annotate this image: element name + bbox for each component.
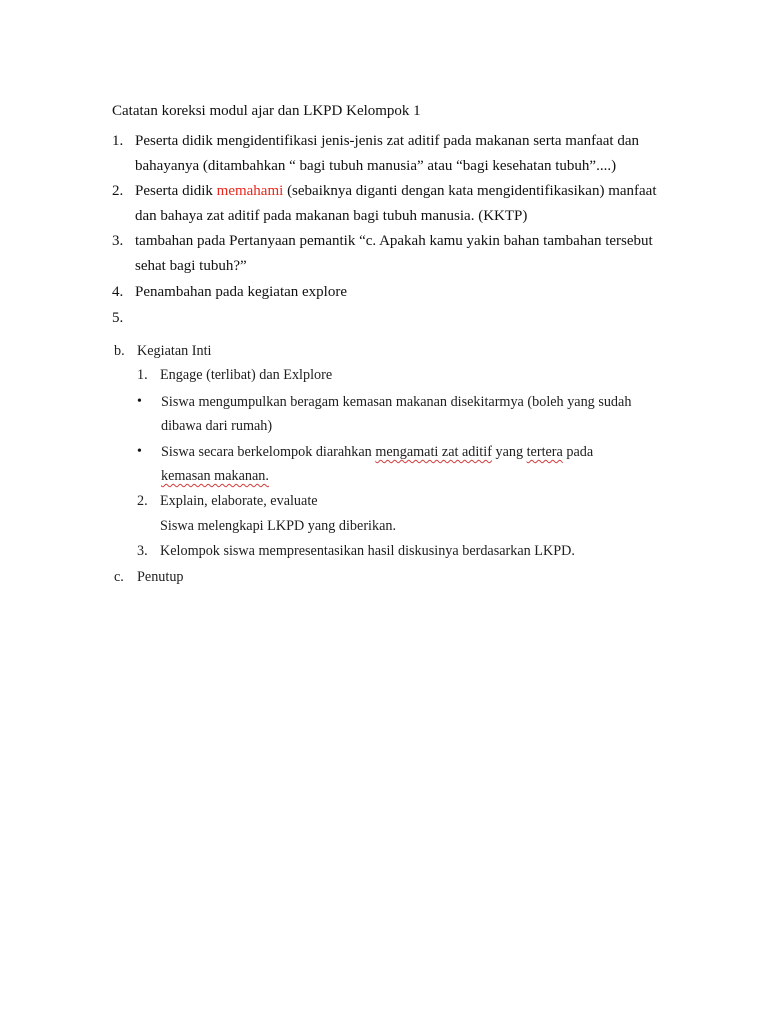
list-item-3-line2: sehat bagi tubuh?” (135, 258, 247, 274)
bullet-2-text-c: pada (562, 444, 594, 460)
spellcheck-underline-3: kemasan makanan. (161, 468, 269, 484)
step-2-subtext: Siswa melengkapi LKPD yang diberikan. (160, 518, 397, 534)
bullet-1-line1: Siswa mengumpulkan beragam kemasan makanan disekitarmya (boleh yang sudah (161, 394, 632, 410)
list-item-2-text-a: Peserta didik (135, 183, 217, 199)
list-item-1-line2: bahayanya (ditambahkan “ bagi tubuh manusia” atau “bagi kesehatan tubuh”....) (135, 158, 617, 174)
section-b-title: Kegiatan Inti (137, 343, 212, 359)
section-c-title: Penutup (137, 569, 184, 585)
bullet-1-line2: dibawa dari rumah) (161, 418, 273, 434)
step-2-number: 2. (137, 493, 148, 509)
spellcheck-underline-1: mengamati zat aditif (375, 444, 492, 460)
highlighted-word: memahami (216, 183, 284, 199)
spellcheck-underline-2: tertera (526, 444, 563, 460)
list-item-2-line1 (135, 183, 657, 200)
bullet-icon: • (137, 394, 142, 409)
section-c-label: c. (114, 569, 124, 585)
section-b-label: b. (114, 343, 125, 359)
list-number-2: 2. (112, 183, 124, 199)
list-number-3: 3. (112, 233, 124, 249)
list-item-2-text-b: (sebaiknya diganti dengan kata mengidentifikasikan) manfaat (283, 183, 657, 199)
list-number-5: 5. (112, 310, 124, 326)
step-1-number: 1. (137, 367, 148, 383)
step-1-text: Engage (terlibat) dan Exlplore (160, 367, 333, 383)
list-item-2-line2: dan bahaya zat aditif pada makanan bagi tubuh manusia. (KKTP) (135, 208, 528, 224)
bullet-2-text-a: Siswa secara berkelompok diarahkan (161, 444, 376, 460)
list-number-1: 1. (112, 133, 124, 149)
list-item-1-line1: Peserta didik mengidentifikasi jenis-jenis zat aditif pada makanan serta manfaat dan (135, 133, 639, 149)
bullet-2-line2 (161, 468, 269, 485)
list-item-4-line1: Penambahan pada kegiatan explore (135, 284, 347, 300)
list-item-3-line1: tambahan pada Pertanyaan pemantik “c. Apakah kamu yakin bahan tambahan tersebut (135, 233, 653, 249)
document-title: Catatan koreksi modul ajar dan LKPD Kelompok 1 (112, 103, 421, 119)
bullet-2-line1 (161, 444, 593, 461)
step-2-text: Explain, elaborate, evaluate (160, 493, 318, 509)
bullet-2-text-b: yang (491, 444, 527, 460)
bullet-icon: • (137, 444, 142, 459)
step-3-text: Kelompok siswa mempresentasikan hasil diskusinya berdasarkan LKPD. (160, 543, 575, 559)
list-number-4: 4. (112, 284, 124, 300)
step-3-number: 3. (137, 543, 148, 559)
